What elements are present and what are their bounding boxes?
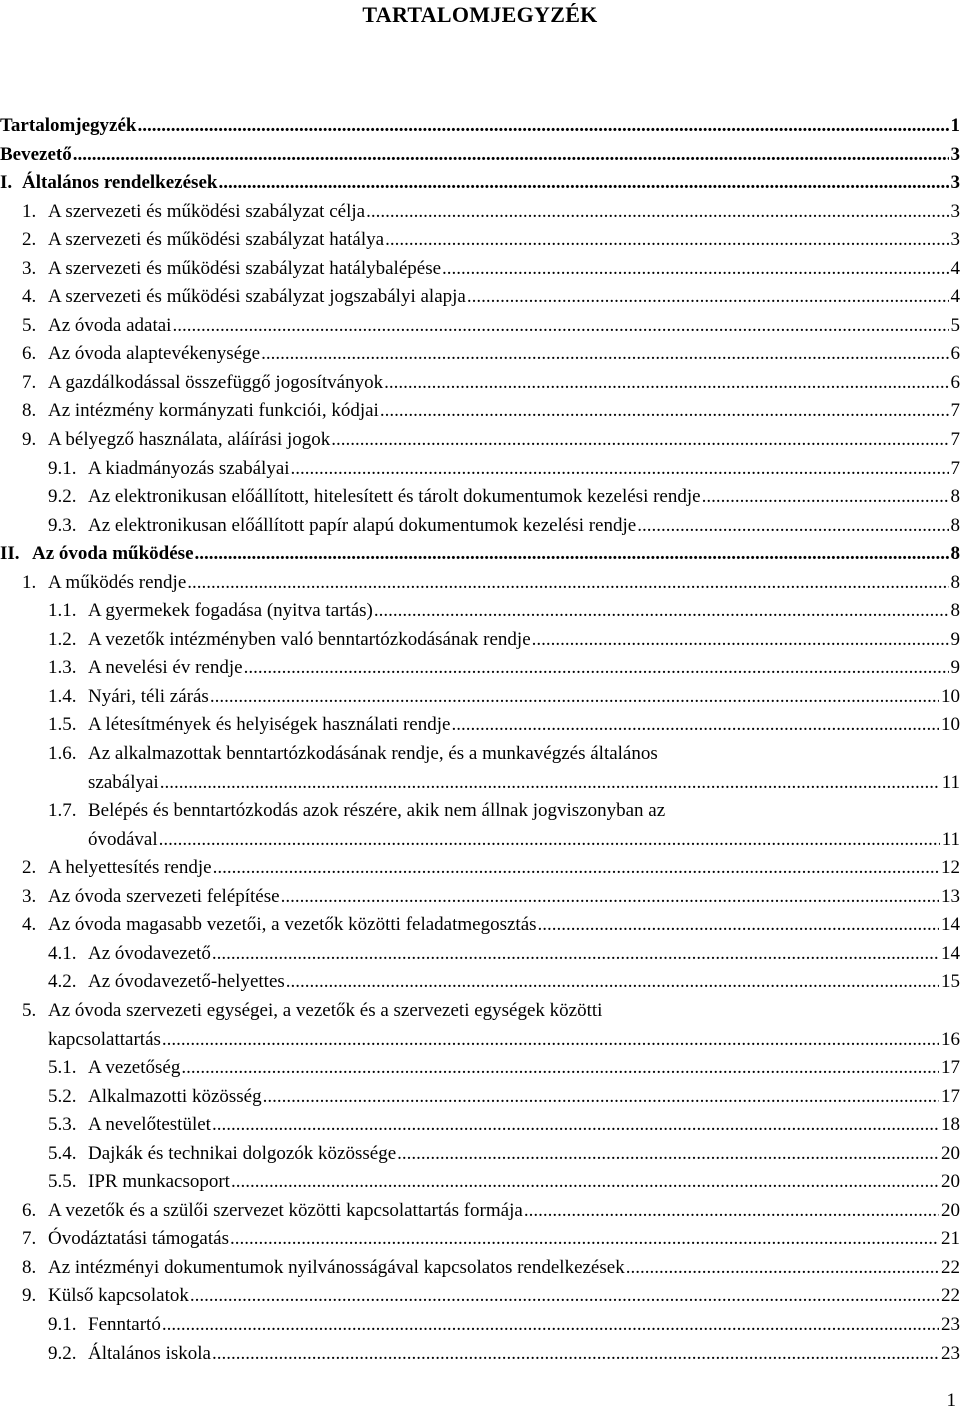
toc-entry-title: A szervezeti és működési szabályzat célja xyxy=(48,200,366,222)
toc-entry-number: 5.1. xyxy=(48,1057,77,1079)
toc-entry-page: 3 xyxy=(950,200,960,222)
toc-entry-title: Bevezető xyxy=(0,143,72,165)
toc-entry[interactable] xyxy=(0,854,960,883)
toc-entry-number: 4.2. xyxy=(48,971,77,993)
toc-entry-page: 10 xyxy=(941,685,960,707)
toc-leader-dots xyxy=(212,1111,939,1140)
toc-entry-page: 9 xyxy=(950,657,960,679)
toc-entry-page: 17 xyxy=(941,1057,960,1079)
toc-entry[interactable] xyxy=(0,340,960,369)
toc-entry-title: A bélyegző használata, aláírási jogok xyxy=(48,429,331,451)
toc-entry[interactable] xyxy=(0,141,960,170)
toc-leader-dots xyxy=(374,597,949,626)
toc-leader-dots xyxy=(190,1282,939,1311)
toc-entry-number: 2. xyxy=(22,229,37,251)
toc-entry-number: 1.3. xyxy=(48,657,77,679)
toc-entry-number: 8. xyxy=(22,400,37,422)
toc-entry-title: Az óvodavezető-helyettes xyxy=(88,971,285,993)
toc-entry-number: 3. xyxy=(22,257,37,279)
toc-entry[interactable] xyxy=(0,1225,960,1254)
toc-entry-page: 13 xyxy=(941,885,960,907)
toc-leader-dots xyxy=(160,769,940,798)
toc-entry-title: A vezetőség xyxy=(88,1057,181,1079)
toc-entry-continuation[interactable] xyxy=(0,1026,960,1055)
toc-entry-number: 5.4. xyxy=(48,1142,77,1164)
toc-leader-dots xyxy=(702,483,949,512)
toc-entry[interactable] xyxy=(0,1254,960,1283)
toc-entry-page: 4 xyxy=(950,257,960,279)
toc-entry-number: 5.3. xyxy=(48,1114,77,1136)
toc-leader-dots xyxy=(73,141,949,170)
toc-entry-title: A helyettesítés rendje xyxy=(48,857,212,879)
toc-leader-dots xyxy=(397,1140,939,1169)
toc-entry-number: 1. xyxy=(22,200,37,222)
toc-leader-dots xyxy=(210,683,939,712)
toc-entry-page: 1 xyxy=(950,115,960,136)
toc-entry[interactable] xyxy=(0,968,960,997)
toc-entry-title-continued: szabályai xyxy=(88,771,159,793)
toc-entry-number: 9.2. xyxy=(48,1342,77,1364)
toc-entry-page: 23 xyxy=(941,1313,960,1335)
toc-entry-number: 7. xyxy=(22,1228,37,1250)
toc-entry[interactable] xyxy=(0,255,960,284)
toc-entry-number: 7. xyxy=(22,371,37,393)
toc-entry-page: 6 xyxy=(950,371,960,393)
toc-entry[interactable] xyxy=(0,940,960,969)
toc-leader-dots xyxy=(261,340,948,369)
toc-entry[interactable] xyxy=(0,1168,960,1197)
toc-entry-page: 20 xyxy=(941,1199,960,1221)
toc-entry-page: 11 xyxy=(941,828,960,850)
toc-entry-title: A kiadmányozás szabályai xyxy=(88,457,290,479)
toc-entry-number: 1.5. xyxy=(48,714,77,736)
toc-entry-page: 20 xyxy=(941,1142,960,1164)
toc-leader-dots xyxy=(286,968,939,997)
toc-entry[interactable] xyxy=(0,883,960,912)
toc-entry-page: 23 xyxy=(941,1342,960,1364)
toc-entry-number: 5.5. xyxy=(48,1171,77,1193)
toc-leader-dots xyxy=(138,112,949,141)
toc-entry-title: Az óvoda szervezeti egységei, a vezetők és a szervezeti egységek közötti xyxy=(48,999,603,1021)
toc-entry-page: 14 xyxy=(941,942,960,964)
toc-entry[interactable] xyxy=(0,283,960,312)
toc-entry-page: 8 xyxy=(950,514,960,536)
toc-entry-title: Fenntartó xyxy=(88,1313,161,1335)
toc-entry-number: 5.2. xyxy=(48,1085,77,1107)
toc-entry-title: A szervezeti és működési szabályzat hatálybalépése xyxy=(48,257,442,279)
toc-entry-title: A nevelőtestület xyxy=(88,1114,211,1136)
toc-entry-page: 20 xyxy=(941,1171,960,1193)
toc-entry[interactable] xyxy=(0,797,960,826)
toc-entry[interactable] xyxy=(0,1111,960,1140)
toc-entry-page: 7 xyxy=(950,457,960,479)
toc-entry-number: 4. xyxy=(22,914,37,936)
toc-entry-page: 8 xyxy=(950,486,960,508)
toc-entry-continuation[interactable] xyxy=(0,769,960,798)
toc-entry-page: 17 xyxy=(941,1085,960,1107)
toc-leader-dots xyxy=(524,1197,939,1226)
toc-entry-page: 14 xyxy=(941,914,960,936)
toc-entry-title: A létesítmények és helyiségek használati rendje xyxy=(88,714,451,736)
toc-entry-number: 1.7. xyxy=(48,800,77,822)
toc-leader-dots xyxy=(384,369,948,398)
toc-entry-title: Az elektronikusan előállított papír alapú dokumentumok kezelési rendje xyxy=(88,514,637,536)
toc-entry-number: 1.1. xyxy=(48,600,77,622)
toc-leader-dots xyxy=(331,426,948,455)
toc-entry[interactable] xyxy=(0,198,960,227)
toc-entry[interactable] xyxy=(0,740,960,769)
toc-entry[interactable] xyxy=(0,112,960,141)
toc-entry-title: Alkalmazotti közösség xyxy=(88,1085,262,1107)
toc-entry-title: Az óvoda adatai xyxy=(48,314,172,336)
toc-entry-number: 9.1. xyxy=(48,457,77,479)
toc-entry[interactable] xyxy=(0,483,960,512)
page-title: TARTALOMJEGYZÉK xyxy=(362,2,598,27)
toc-entry-number: 9.1. xyxy=(48,1313,77,1335)
toc-entry[interactable] xyxy=(0,997,960,1026)
toc-entry-page: 12 xyxy=(941,857,960,879)
toc-entry[interactable] xyxy=(0,1083,960,1112)
toc-leader-dots xyxy=(218,169,948,198)
toc-entry-title: Nyári, téli zárás xyxy=(88,685,209,707)
toc-entry-title: A vezetők intézményben való benntartózkodásának rendje xyxy=(88,628,531,650)
toc-leader-dots xyxy=(451,711,939,740)
toc-leader-dots xyxy=(263,1083,939,1112)
toc-entry-number: II. xyxy=(0,543,20,565)
toc-entry-page: 4 xyxy=(950,286,960,308)
toc-entry-page: 3 xyxy=(950,143,960,165)
toc-entry-title: A vezetők és a szülői szervezet közötti kapcsolattartás formája xyxy=(48,1199,523,1221)
toc-entry-page: 21 xyxy=(941,1228,960,1250)
toc-entry[interactable] xyxy=(0,512,960,541)
toc-entry[interactable] xyxy=(0,426,960,455)
toc-entry-title: Az óvoda magasabb vezetői, a vezetők közötti feladatmegosztás xyxy=(48,914,537,936)
toc-entry-title-continued: óvodával xyxy=(88,828,158,850)
toc-entry-page: 5 xyxy=(950,314,960,336)
toc-leader-dots xyxy=(532,626,949,655)
toc-entry-continuation[interactable] xyxy=(0,826,960,855)
toc-entry-number: 9. xyxy=(22,1285,37,1307)
toc-entry-title: A nevelési év rendje xyxy=(88,657,243,679)
toc-entry[interactable] xyxy=(0,1054,960,1083)
toc-leader-dots xyxy=(538,911,939,940)
toc-leader-dots xyxy=(181,1054,939,1083)
toc-entry[interactable] xyxy=(0,226,960,255)
toc-entry[interactable] xyxy=(0,397,960,426)
toc-entry-title: Az óvoda működése xyxy=(32,543,194,565)
toc-entry-number: I. xyxy=(0,172,13,194)
toc-leader-dots xyxy=(380,397,949,426)
toc-entry-number: 8. xyxy=(22,1256,37,1278)
toc-leader-dots xyxy=(172,312,948,341)
toc-entry[interactable] xyxy=(0,1311,960,1340)
toc-entry-number: 6. xyxy=(22,1199,37,1221)
toc-leader-dots xyxy=(626,1254,939,1283)
toc-leader-dots xyxy=(162,1026,939,1055)
toc-entry-number: 1.6. xyxy=(48,743,77,765)
toc-entry-page: 7 xyxy=(950,429,960,451)
toc-leader-dots xyxy=(230,1225,939,1254)
toc-entry[interactable] xyxy=(0,654,960,683)
toc-entry-number: 2. xyxy=(22,857,37,879)
toc-entry-title: Dajkák és technikai dolgozók közössége xyxy=(88,1142,397,1164)
toc-leader-dots xyxy=(212,940,939,969)
toc-entry-number: 1.2. xyxy=(48,628,77,650)
toc-entry-title: Belépés és benntartózkodás azok részére, akik nem állnak jogviszonyban az xyxy=(88,800,666,822)
toc-entry-page: 8 xyxy=(950,600,960,622)
toc-entry[interactable] xyxy=(0,626,960,655)
toc-entry-title: Tartalomjegyzék xyxy=(0,115,137,136)
toc-entry[interactable] xyxy=(0,455,960,484)
toc-leader-dots xyxy=(442,255,948,284)
toc-entry-title: A gyermekek fogadása (nyitva tartás) xyxy=(88,600,373,622)
toc-entry-number: 3. xyxy=(22,885,37,907)
toc-leader-dots xyxy=(195,540,949,569)
toc-entry-page: 9 xyxy=(950,628,960,650)
toc-leader-dots xyxy=(281,883,939,912)
toc-entry-number: 9. xyxy=(22,429,37,451)
toc-entry-number: 9.2. xyxy=(48,486,77,508)
toc-entry[interactable] xyxy=(0,569,960,598)
toc-entry-page: 8 xyxy=(950,571,960,593)
toc-entry-number: 4. xyxy=(22,286,37,308)
toc-entry-page: 11 xyxy=(941,771,960,793)
toc-leader-dots xyxy=(385,226,948,255)
toc-entry-page: 6 xyxy=(950,343,960,365)
toc-entry-title-continued: kapcsolattartás xyxy=(48,1028,161,1050)
toc-entry[interactable] xyxy=(0,1282,960,1311)
toc-entry-number: 1.4. xyxy=(48,685,77,707)
toc-leader-dots xyxy=(244,654,949,683)
toc-entry-number: 9.3. xyxy=(48,514,77,536)
toc-leader-dots xyxy=(231,1168,939,1197)
toc-leader-dots xyxy=(187,569,948,598)
toc-entry-title: A működés rendje xyxy=(48,571,187,593)
toc-entry[interactable] xyxy=(0,369,960,398)
toc-entry[interactable] xyxy=(0,911,960,940)
toc-entry-page: 10 xyxy=(941,714,960,736)
toc-entry-number: 4.1. xyxy=(48,942,77,964)
toc-entry[interactable] xyxy=(0,683,960,712)
toc-entry-title: Az intézményi dokumentumok nyilvánosságával kapcsolatos rendelkezések xyxy=(48,1256,625,1278)
toc-entry-title: Az alkalmazottak benntartózkodásának rendje, és a munkavégzés általános xyxy=(88,743,658,765)
toc-entry-title: A szervezeti és működési szabályzat hatálya xyxy=(48,229,385,251)
toc-entry-title: IPR munkacsoport xyxy=(88,1171,230,1193)
toc-entry-page: 22 xyxy=(941,1285,960,1307)
toc-entry-title: Az elektronikusan előállított, hitelesített és tárolt dokumentumok kezelési rendje xyxy=(88,486,701,508)
toc-entry-title: A gazdálkodással összefüggő jogosítványok xyxy=(48,371,384,393)
toc-entry-page: 3 xyxy=(950,172,960,194)
toc-entry[interactable] xyxy=(0,540,960,569)
toc-entry-page: 7 xyxy=(950,400,960,422)
toc-entry[interactable] xyxy=(0,597,960,626)
toc-entry[interactable] xyxy=(0,312,960,341)
toc-entry-page: 22 xyxy=(941,1256,960,1278)
toc-entry-title: Általános rendelkezések xyxy=(22,172,218,194)
toc-entry[interactable] xyxy=(0,1340,960,1369)
toc-leader-dots xyxy=(291,455,949,484)
toc-entry-title: Az intézmény kormányzati funkciói, kódjai xyxy=(48,400,379,422)
toc-leader-dots xyxy=(637,512,948,541)
toc-leader-dots xyxy=(212,1340,939,1369)
toc-entry-number: 5. xyxy=(22,999,37,1021)
toc-entry-number: 5. xyxy=(22,314,37,336)
toc-entry-title: Az óvodavezető xyxy=(88,942,211,964)
toc-entry-page: 16 xyxy=(941,1028,960,1050)
toc-entry-page: 18 xyxy=(941,1114,960,1136)
toc-entry-title: Általános iskola xyxy=(88,1342,211,1364)
toc-entry-title: Külső kapcsolatok xyxy=(48,1285,189,1307)
toc-entry-title: Az óvoda alaptevékenysége xyxy=(48,343,261,365)
toc-entry[interactable] xyxy=(0,1140,960,1169)
toc-entry-number: 1. xyxy=(22,571,37,593)
toc-entry-page: 3 xyxy=(950,229,960,251)
table-of-contents xyxy=(0,112,960,1368)
toc-entry-page: 8 xyxy=(950,543,960,565)
toc-entry-title: A szervezeti és működési szabályzat jogszabályi alapja xyxy=(48,286,466,308)
toc-leader-dots xyxy=(467,283,949,312)
toc-leader-dots xyxy=(162,1311,939,1340)
toc-entry-title: Óvodáztatási támogatás xyxy=(48,1228,229,1250)
toc-leader-dots xyxy=(213,854,939,883)
toc-entry[interactable] xyxy=(0,169,960,198)
toc-entry-number: 6. xyxy=(22,343,37,365)
toc-leader-dots xyxy=(159,826,940,855)
toc-entry-title: Az óvoda szervezeti felépítése xyxy=(48,885,280,907)
toc-entry[interactable] xyxy=(0,711,960,740)
toc-entry[interactable] xyxy=(0,1197,960,1226)
toc-entry-page: 15 xyxy=(941,971,960,993)
toc-leader-dots xyxy=(366,198,948,227)
page-number: 1 xyxy=(946,1390,956,1411)
